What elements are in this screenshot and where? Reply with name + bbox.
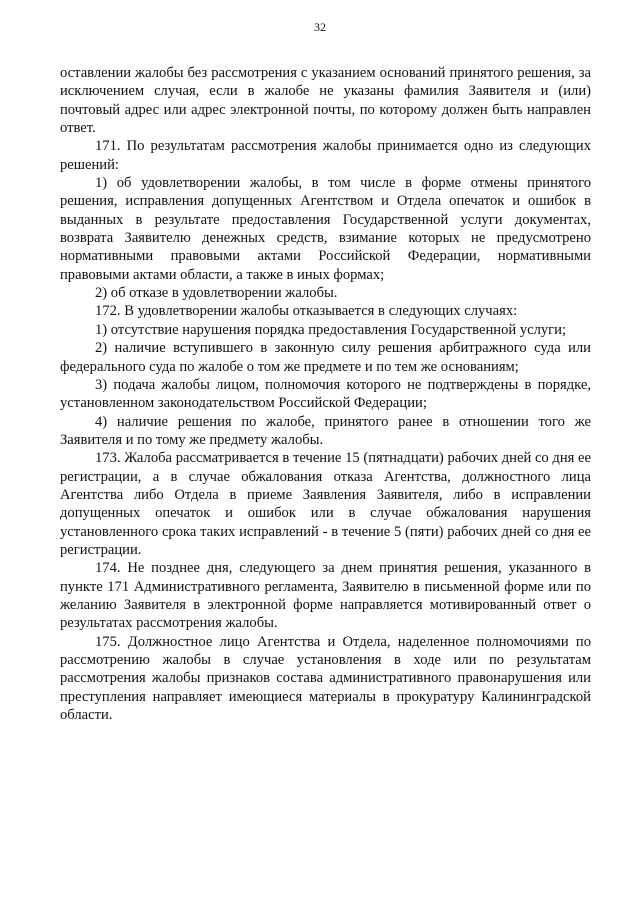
paragraph-173: 173. Жалоба рассматривается в течение 15 (пятнадцати) рабочих дней со дня ее регистрации, а в случае обжалования отказа Агентства, должностного лица Агентства либо Отдела в приеме Заявления Заявителя, либо в исправлении допущенных опечаток и ошибок или в случае обжалования нарушения установленного срока таких исправлений - в течение 5 (пяти) рабочих дней со дня ее регистрации. [60,450,591,558]
page-number: 32 [314,20,326,34]
paragraph-continuation: оставлении жалобы без рассмотрения с указанием оснований принятого решения, за исключением случая, если в жалобе не указаны фамилия Заявителя и (или) почтовый адрес или адрес электронной почты, по которому должен быть направлен ответ. [60,65,591,137]
paragraph-172-item-4: 4) наличие решения по жалобе, принятого ранее в отношении того же Заявителя и по тому же предмету жалобы. [60,413,591,448]
paragraph-172-item-1: 1) отсутствие нарушения порядка предоставления Государственной услуги; [95,321,567,338]
paragraph-172-item-3: 3) подача жалобы лицом, полномочия которого не подтверждены в порядке, установленном законодательством Российской Федерации; [60,376,591,412]
paragraph-175: 175. Должностное лицо Агентства и Отдела, наделенное полномочиями по рассмотрению жалобы в случае установления в ходе или по результатам рассмотрения жалобы признаков состава административного правонарушения или преступления направляет имеющиеся материалы в прокуратуру Калининградской области. [60,633,591,724]
paragraph-171-item-1: 1) об удовлетворении жалобы, в том числе в форме отмены принятого решения, исправления допущенных Агентством и Отдела опечаток и ошибок в выданных в результате предоставления Государственной услуги документах, возврата Заявителю денежных средств, взимание которых не предусмотрено нормативными правовыми актами Российской Федерации, нормативными правовыми актами области, а также в иных формах; [60,175,591,283]
paragraph-174: 174. Не позднее дня, следующего за днем принятия решения, указанного в пункте 171 Административного регламента, Заявителю в письменной форме или по желанию Заявителя в электронной форме направляется мотивированный ответ о результатах рассмотрения жалобы. [60,560,591,632]
paragraph-172-item-2: 2) наличие вступившего в законную силу решения арбитражного суда или федерального суда по жалобе о том же предмете и по тем же основаниям; [60,340,591,375]
document-body [60,64,591,724]
paragraph-171: 171. По результатам рассмотрения жалобы принимается одно из следующих решений: [60,138,591,173]
paragraph-172: 172. В удовлетворении жалобы отказывается в следующих случаях: [95,303,518,320]
paragraph-171-item-2: 2) об отказе в удовлетворении жалобы. [95,285,338,302]
